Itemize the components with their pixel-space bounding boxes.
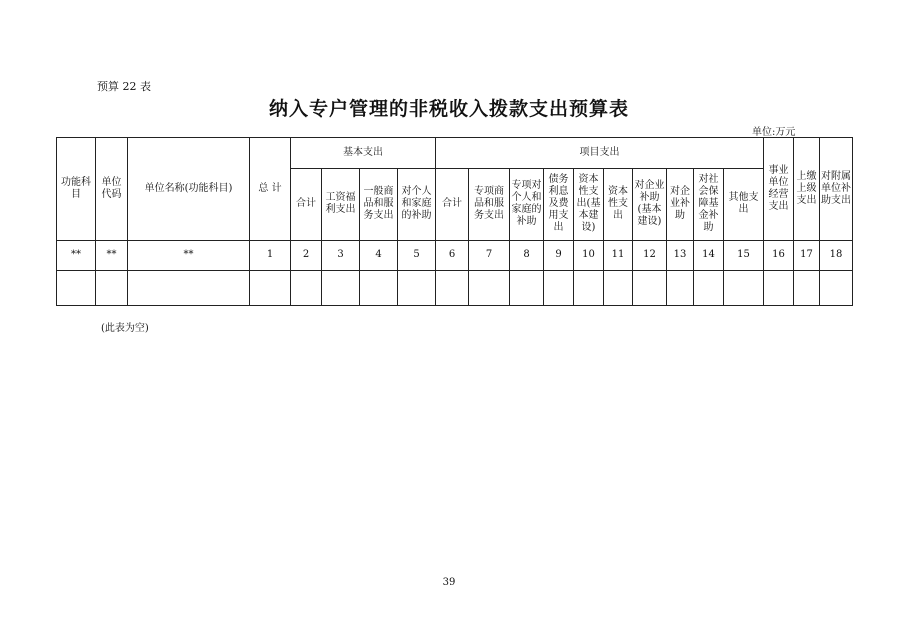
header-basic-col: 工资福利支出 — [322, 169, 360, 240]
index-cell: 14 — [694, 240, 724, 270]
empty-data-row — [57, 270, 853, 305]
header-upper-level-expenditure: 上缴上级支出 — [794, 138, 820, 241]
header-project-col: 债务利息及费用支出 — [544, 169, 574, 240]
empty-cell — [794, 270, 820, 305]
empty-cell — [360, 270, 398, 305]
header-affiliate-subsidy: 对附属单位补助支出 — [820, 138, 853, 241]
empty-cell — [764, 270, 794, 305]
header-project-col: 对企业补助(基本建设) — [633, 169, 667, 240]
index-cell: 18 — [820, 240, 853, 270]
header-project-col: 专项商品和服务支出 — [469, 169, 510, 240]
empty-cell — [633, 270, 667, 305]
empty-cell — [667, 270, 694, 305]
index-cell: 17 — [794, 240, 820, 270]
index-cell: 2 — [291, 240, 322, 270]
empty-table-note: (此表为空) — [101, 323, 149, 334]
index-cell: 11 — [604, 240, 633, 270]
index-cell: 7 — [469, 240, 510, 270]
header-project-col: 资本性支出 — [604, 169, 633, 240]
empty-cell — [820, 270, 853, 305]
index-cell: ** — [128, 240, 250, 270]
index-cell: 16 — [764, 240, 794, 270]
empty-cell — [724, 270, 764, 305]
index-cell: 13 — [667, 240, 694, 270]
header-project-col: 合计 — [436, 169, 469, 240]
empty-cell — [544, 270, 574, 305]
empty-cell — [398, 270, 436, 305]
empty-cell — [469, 270, 510, 305]
index-cell: 9 — [544, 240, 574, 270]
empty-cell — [604, 270, 633, 305]
header-project-col: 对企业补助 — [667, 169, 694, 240]
unit-label: 单位:万元 — [752, 127, 796, 138]
header-function-subject: 功能科目 — [57, 138, 96, 241]
empty-cell — [250, 270, 291, 305]
empty-cell — [128, 270, 250, 305]
page-title: 纳入专户管理的非税收入拨款支出预算表 — [268, 98, 629, 120]
budget-table — [56, 137, 853, 306]
header-unit-name: 单位名称(功能科目) — [128, 138, 250, 241]
empty-cell — [96, 270, 128, 305]
empty-cell — [574, 270, 604, 305]
empty-cell — [510, 270, 544, 305]
empty-cell — [57, 270, 96, 305]
index-cell: 12 — [633, 240, 667, 270]
header-project-col: 专项对个人和家庭的补助 — [510, 169, 544, 240]
header-basic-col: 一般商品和服务支出 — [360, 169, 398, 240]
empty-cell — [694, 270, 724, 305]
index-cell: 5 — [398, 240, 436, 270]
empty-cell — [436, 270, 469, 305]
index-cell: ** — [57, 240, 96, 270]
index-cell: 10 — [574, 240, 604, 270]
header-project-col: 资本性支出(基本建设) — [574, 169, 604, 240]
header-project-col: 其他支出 — [724, 169, 764, 240]
empty-cell — [322, 270, 360, 305]
index-cell: 4 — [360, 240, 398, 270]
header-project-expenditure: 项目支出 — [436, 138, 764, 169]
index-cell: 3 — [322, 240, 360, 270]
index-cell: 8 — [510, 240, 544, 270]
page-number: 39 — [442, 577, 456, 588]
header-unit-code: 单位代码 — [96, 138, 128, 241]
empty-cell — [291, 270, 322, 305]
header-basic-col: 对个人和家庭的补助 — [398, 169, 436, 240]
index-cell: ** — [96, 240, 128, 270]
index-cell: 1 — [250, 240, 291, 270]
header-basic-expenditure: 基本支出 — [291, 138, 436, 169]
header-business-expenditure: 事业单位经营支出 — [764, 138, 794, 241]
header-total: 总 计 — [250, 138, 291, 241]
header-basic-col: 合计 — [291, 169, 322, 240]
index-cell: 15 — [724, 240, 764, 270]
index-row — [57, 240, 853, 270]
index-cell: 6 — [436, 240, 469, 270]
form-number: 预算 22 表 — [97, 80, 151, 93]
header-project-col: 对社会保障基金补助 — [694, 169, 724, 240]
